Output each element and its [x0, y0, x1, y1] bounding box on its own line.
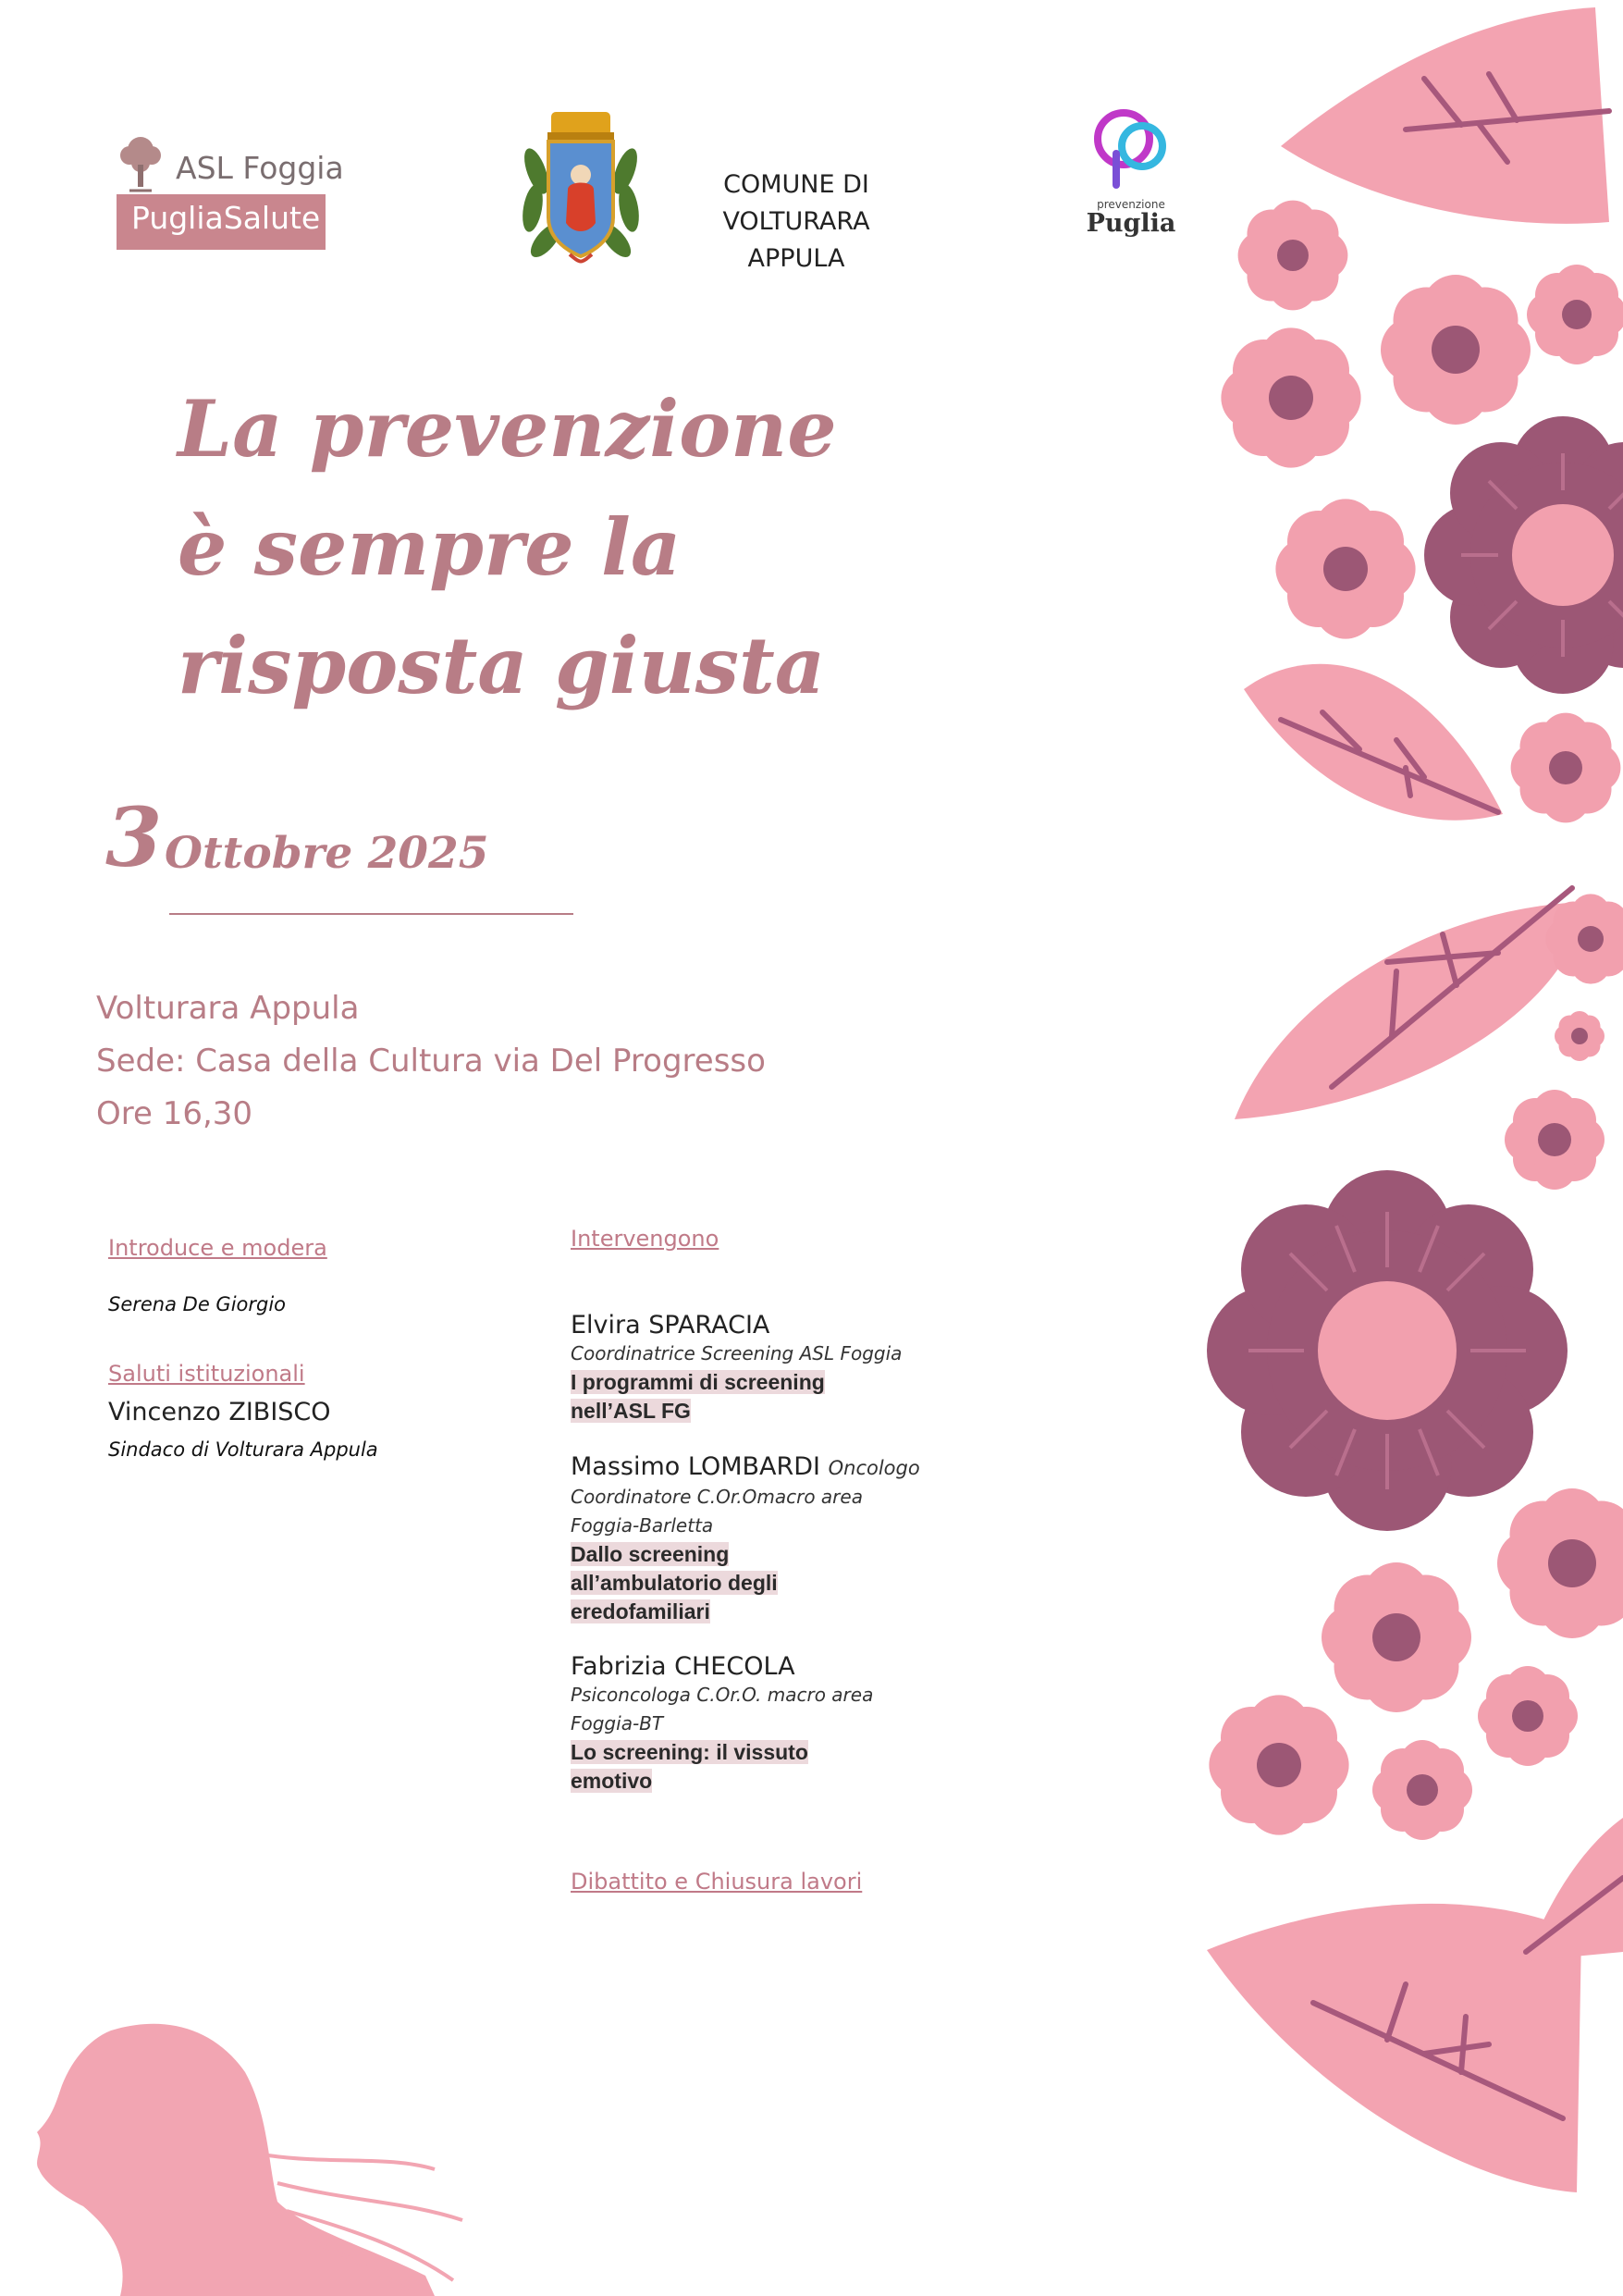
coat-of-arms-emblem — [520, 112, 643, 262]
speaker-topic — [571, 1738, 873, 1796]
puglia-salute-text: PugliaSalute — [131, 200, 321, 236]
comune-label — [671, 167, 921, 278]
speaker-role: Foggia-Barletta — [571, 1514, 714, 1537]
town: Volturara Appula — [96, 990, 360, 1027]
topic-line: emotivo — [571, 1769, 653, 1793]
puglia-text: Puglia — [1086, 209, 1176, 238]
intervengono-heading: Intervengono — [571, 1226, 719, 1252]
speaker-topic — [571, 1368, 902, 1426]
date-month-year: Ottobre 2025 — [165, 828, 489, 879]
asl-foggia-text: ASL Foggia — [176, 150, 344, 186]
prevenzione-small-text: prevenzione — [1097, 198, 1165, 211]
topic-line: Lo screening: il vissuto — [571, 1740, 808, 1764]
speaker-name-text: Massimo LOMBARDI — [571, 1452, 821, 1481]
comune-line-1: COMUNE DI — [723, 170, 869, 199]
speaker-2 — [571, 1452, 920, 1626]
comune-line-2: VOLTURARA APPULA — [722, 207, 870, 273]
speaker-name: Fabrizia CHECOLA — [571, 1652, 795, 1681]
title-line-1: La prevenzione — [178, 383, 837, 475]
introduce-name: Serena De Giorgio — [108, 1293, 287, 1315]
prevenzione-puglia-logo — [1080, 104, 1182, 242]
introduce-heading: Introduce e modera — [108, 1235, 327, 1261]
saluti-role: Sindaco di Volturara Appula — [108, 1438, 378, 1461]
speaker-role: Coordinatrice Screening ASL Foggia — [571, 1342, 903, 1364]
title-line-3: risposta giusta — [178, 620, 826, 711]
puglia-salute-badge — [117, 194, 326, 250]
topic-line: nell’ASL FG — [571, 1399, 691, 1423]
time: Ore 16,30 — [96, 1095, 253, 1132]
speaker-role: Foggia-BT — [571, 1712, 664, 1734]
venue: Sede: Casa della Cultura via Del Progresso — [96, 1043, 766, 1080]
speaker-name: Elvira SPARACIA — [571, 1311, 770, 1339]
speaker-topic — [571, 1540, 920, 1626]
speaker-name — [571, 1452, 920, 1483]
flower-dark-large — [1424, 416, 1623, 694]
asl-foggia-logo — [113, 133, 344, 255]
topic-line: eredofamiliari — [571, 1599, 710, 1623]
event-title — [178, 370, 837, 725]
saluti-heading: Saluti istituzionali — [108, 1361, 305, 1387]
speaker-1 — [571, 1311, 902, 1426]
tree-icon — [113, 133, 168, 194]
speaker-3 — [571, 1652, 873, 1796]
speaker-role: Psiconcologa C.Or.O. macro area — [571, 1684, 874, 1706]
title-line-2: è sempre la — [178, 501, 682, 593]
speaker-specialty: Oncologo — [828, 1457, 920, 1479]
topic-line: I programmi di screening — [571, 1370, 825, 1394]
date-day: 3 — [105, 789, 163, 885]
speaker-role: Coordinatore C.Or.Omacro area — [571, 1486, 863, 1508]
date-divider — [169, 913, 573, 915]
closing-heading: Dibattito e Chiusura lavori — [571, 1869, 863, 1895]
saluti-name: Vincenzo ZIBISCO — [108, 1398, 331, 1426]
flower-dark-center — [1207, 1170, 1568, 1531]
topic-line: Dallo screening — [571, 1542, 730, 1566]
topic-line: all’ambulatorio degli — [571, 1571, 778, 1595]
